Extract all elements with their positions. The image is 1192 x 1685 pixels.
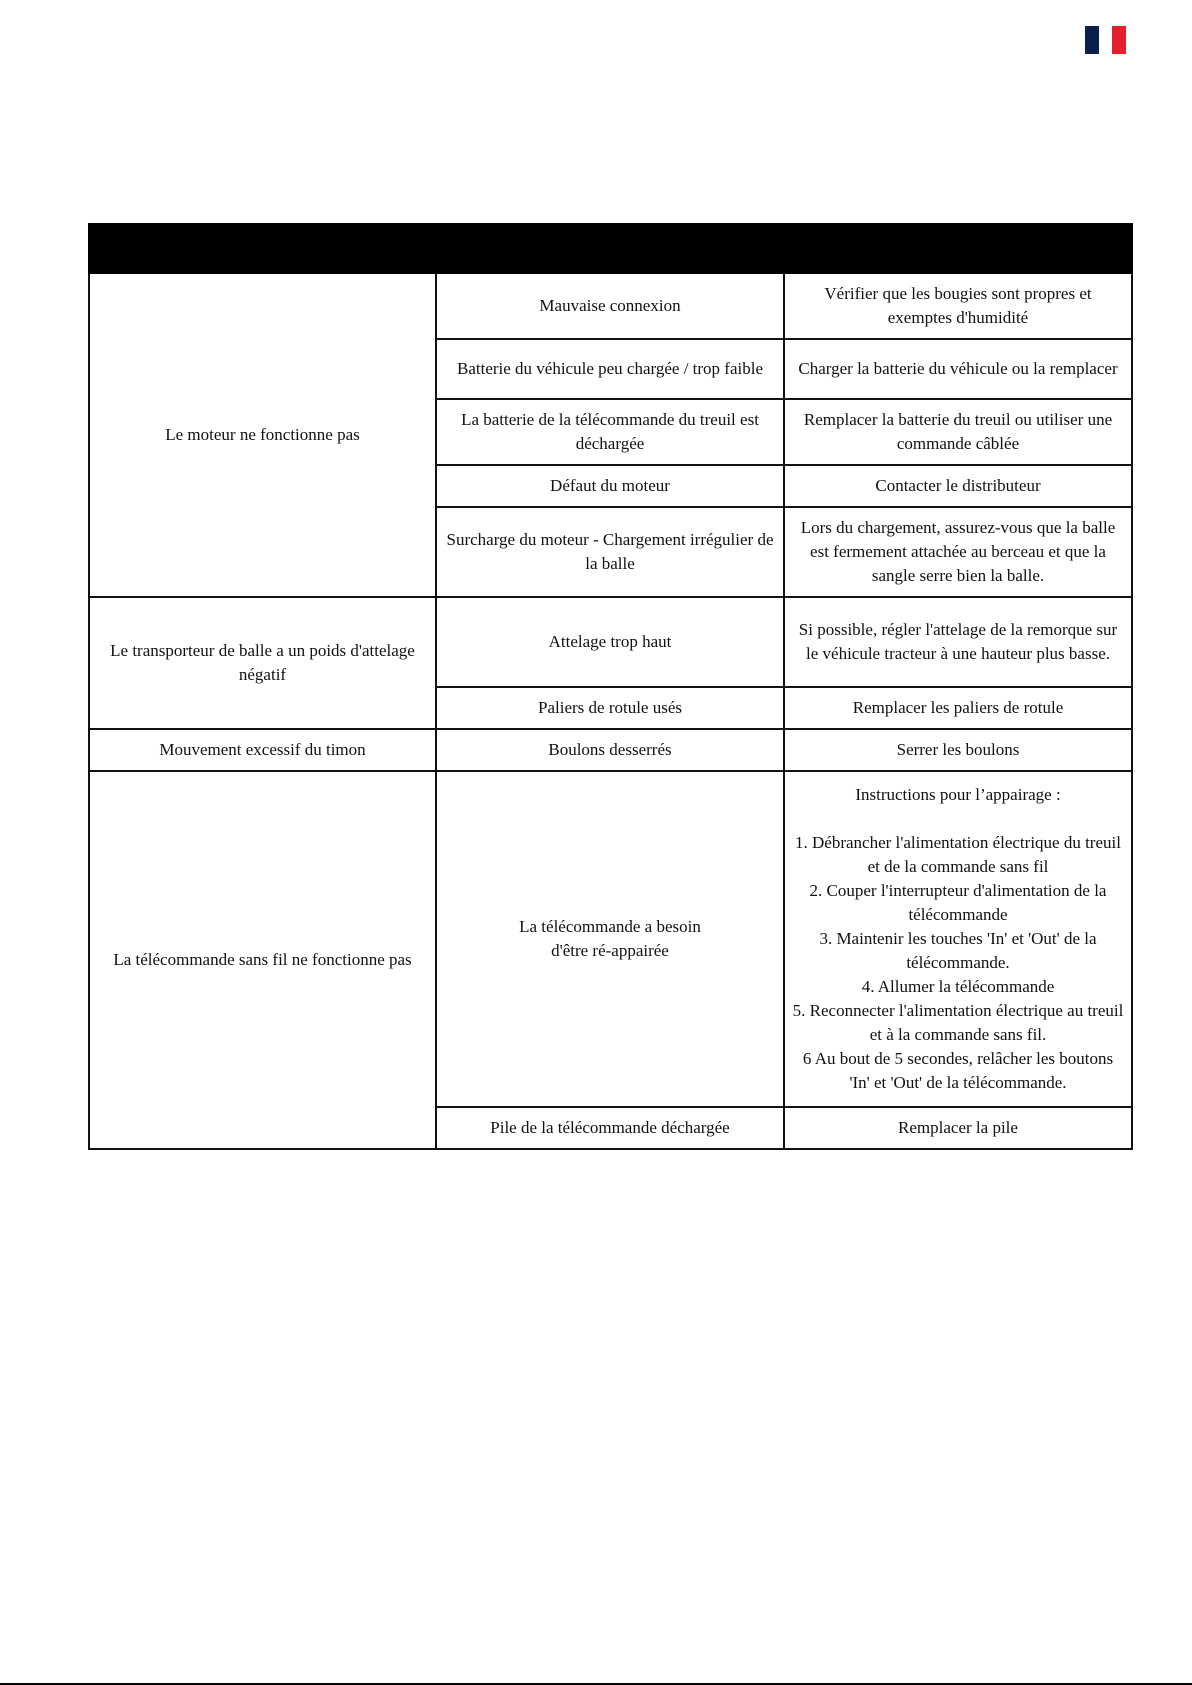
remedy-cell: Serrer les boulons	[784, 729, 1132, 771]
flag-stripe-white	[1099, 26, 1113, 54]
remedy-cell: Charger la batterie du véhicule ou la remplacer	[784, 339, 1132, 399]
cause-cell: Surcharge du moteur - Chargement irrégulier de la balle	[436, 507, 784, 597]
table-header-row	[89, 224, 1132, 273]
symptom-cell: Le moteur ne fonctionne pas	[89, 273, 436, 597]
pairing-instructions-title: Instructions pour l’appairage :	[855, 785, 1061, 804]
table-row	[89, 771, 1132, 1107]
symptom-cell: La télécommande sans fil ne fonctionne pas	[89, 771, 436, 1149]
pairing-step: 6 Au bout de 5 secondes, relâcher les boutons 'In' et 'Out' de la télécommande.	[802, 1049, 1114, 1092]
remedy-cell: Remplacer les paliers de rotule	[784, 687, 1132, 729]
table-row	[89, 729, 1132, 771]
pairing-step: 4. Allumer la télécommande	[861, 977, 1055, 996]
pairing-step: 5. Reconnecter l'alimentation électrique au treuil et à la commande sans fil.	[792, 1001, 1124, 1044]
table-row	[89, 273, 1132, 339]
remedy-cell: Vérifier que les bougies sont propres et exemptes d'humidité	[784, 273, 1132, 339]
troubleshooting-table	[88, 223, 1133, 1150]
cause-cell: La télécommande a besoin d'être ré-appairée	[436, 771, 784, 1107]
cause-cell: Paliers de rotule usés	[436, 687, 784, 729]
cause-cell: La batterie de la télécommande du treuil est déchargée	[436, 399, 784, 465]
flag-stripe-red	[1112, 26, 1126, 54]
table-row	[89, 597, 1132, 687]
remedy-cell: Contacter le distributeur	[784, 465, 1132, 507]
remedy-cell: Lors du chargement, assurez-vous que la balle est fermement attachée au berceau et que la sangle serre bien la balle.	[784, 507, 1132, 597]
pairing-steps-list	[791, 831, 1125, 1095]
cause-cell: Batterie du véhicule peu chargée / trop faible	[436, 339, 784, 399]
pairing-step: 2. Couper l'interrupteur d'alimentation de la télécommande	[809, 881, 1107, 924]
symptom-cell: Mouvement excessif du timon	[89, 729, 436, 771]
flag-stripe-blue	[1085, 26, 1099, 54]
cause-cell: Mauvaise connexion	[436, 273, 784, 339]
cause-cell: Boulons desserrés	[436, 729, 784, 771]
remedy-cell: Si possible, régler l'attelage de la remorque sur le véhicule tracteur à une hauteur plus basse.	[784, 597, 1132, 687]
remedy-cell: Remplacer la pile	[784, 1107, 1132, 1149]
cause-cell: Attelage trop haut	[436, 597, 784, 687]
header-symptom	[89, 224, 436, 273]
pairing-step: 1. Débrancher l'alimentation électrique du treuil et de la commande sans fil	[795, 833, 1121, 876]
cause-cell: Pile de la télécommande déchargée	[436, 1107, 784, 1149]
cause-cell: Défaut du moteur	[436, 465, 784, 507]
remedy-cell-instructions	[784, 771, 1132, 1107]
header-cause	[436, 224, 784, 273]
french-flag-icon	[1085, 26, 1126, 54]
header-remedy	[784, 224, 1132, 273]
remedy-cell: Remplacer la batterie du treuil ou utiliser une commande câblée	[784, 399, 1132, 465]
pairing-step: 3. Maintenir les touches 'In' et 'Out' de la télécommande.	[819, 929, 1097, 972]
symptom-cell: Le transporteur de balle a un poids d'attelage négatif	[89, 597, 436, 729]
